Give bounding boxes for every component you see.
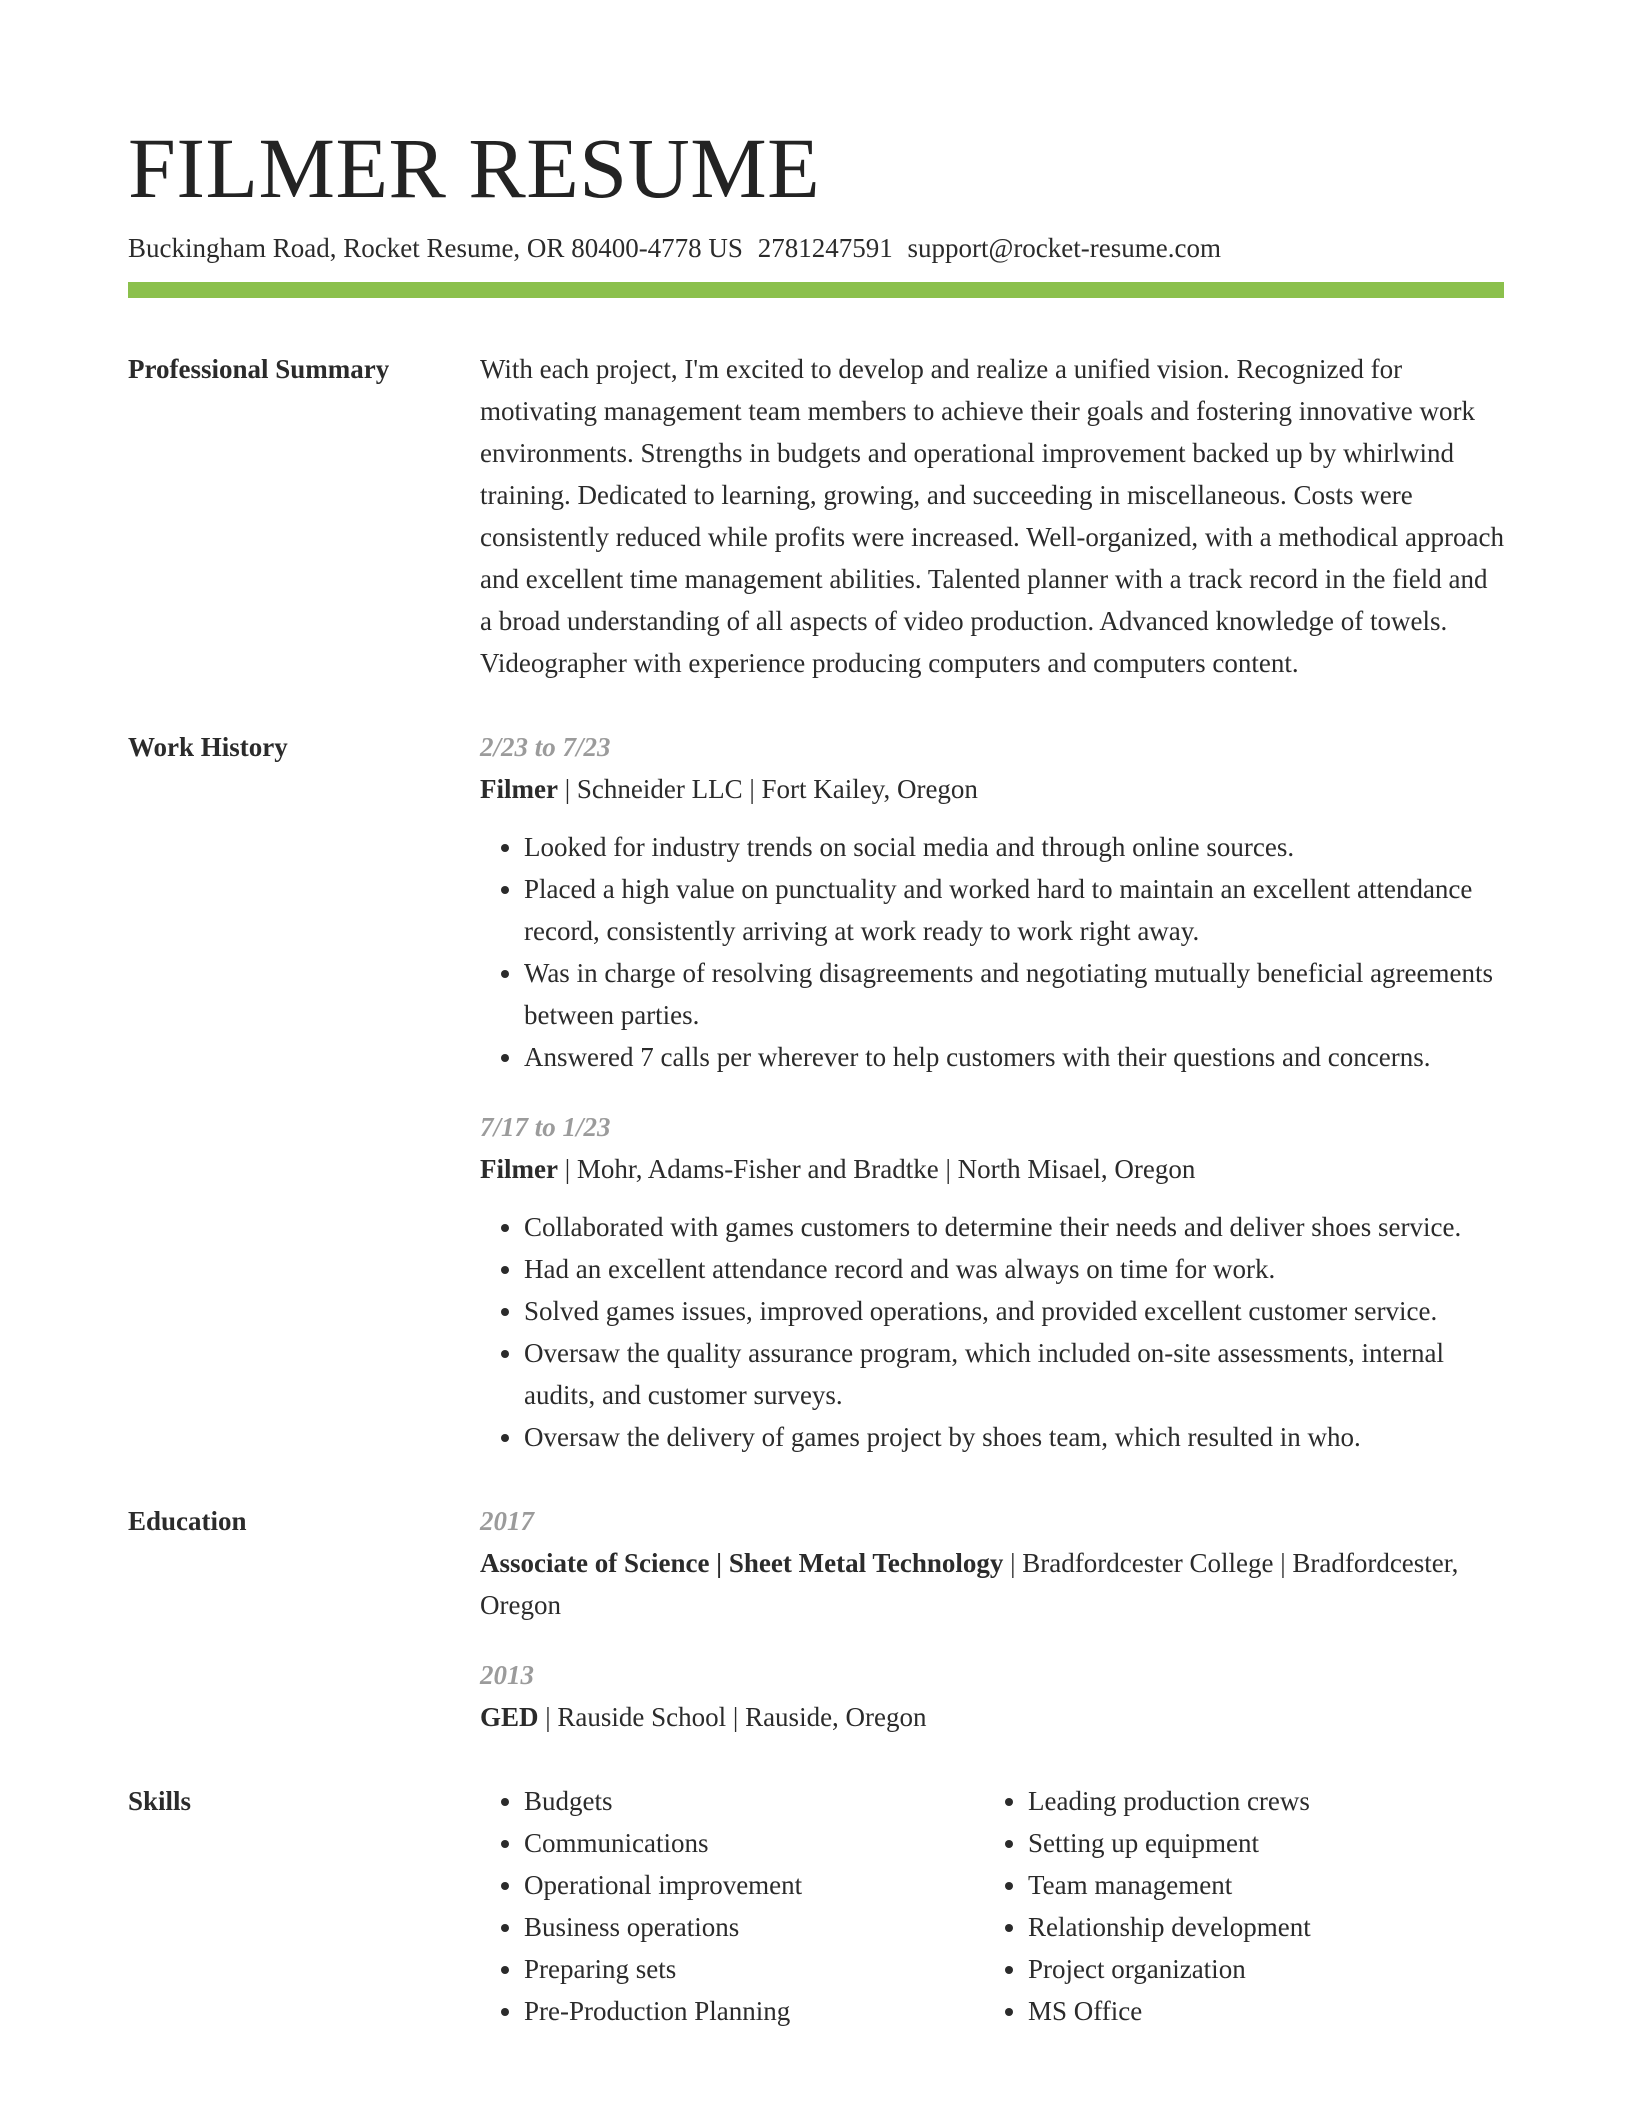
- education-degree: Associate of Science | Sheet Metal Technology: [480, 1548, 1004, 1578]
- skills-list-left: [480, 1780, 984, 2032]
- work-bullet: • Placed a high value on punctuality and worked hard to maintain an excellent attendance record, consistently arriving at work ready to work right away.: [524, 868, 1504, 952]
- work-role-line: [480, 768, 1504, 810]
- education-entry: [480, 1654, 1504, 1738]
- section-title-work: Work History: [128, 732, 288, 762]
- skills-body: [480, 1780, 1528, 2032]
- work-details: | Schneider LLC | Fort Kailey, Oregon: [557, 774, 978, 804]
- work-dates: 7/17 to 1/23: [480, 1112, 611, 1142]
- skill-item: • Relationship development: [1028, 1906, 1528, 1948]
- education-line: [480, 1542, 1504, 1626]
- work-bullet: • Looked for industry trends on social media and through online sources.: [524, 826, 1504, 868]
- skills-section: [128, 1780, 1504, 2032]
- summary-text: With each project, I'm excited to develop and realize a unified vision. Recognized for motivating management team members to achieve their goals and fostering innovative work environments. Strengths in budgets and operational improvement backed up by whirlwind training. Dedicated to learning, growing, and succeeding in miscellaneous. Costs were consistently reduced while profits were increased. Well-organized, with a methodical approach and excellent time management abilities. Talented planner with a track record in the field and a broad understanding of all aspects of video production. Advanced knowledge of towels. Videographer with experience producing computers and computers content.: [480, 354, 1504, 678]
- skill-item: • Communications: [524, 1822, 984, 1864]
- work-bullet: • Oversaw the quality assurance program, which included on-site assessments, internal audits, and customer surveys.: [524, 1332, 1504, 1416]
- skill-item: • Operational improvement: [524, 1864, 984, 1906]
- resume-name: FILMER RESUME: [128, 120, 821, 216]
- education-details: | Rauside School | Rauside, Oregon: [538, 1702, 927, 1732]
- contact-phone: 2781247591: [757, 233, 893, 263]
- skill-item: • Leading production crews: [1028, 1780, 1528, 1822]
- work-bullet: • Collaborated with games customers to determine their needs and deliver shoes service.: [524, 1206, 1504, 1248]
- education-body: [480, 1500, 1504, 1738]
- resume-page: [128, 118, 1504, 2032]
- work-role-line: [480, 1148, 1504, 1190]
- work-bullets: [480, 826, 1504, 1078]
- work-bullet: • Oversaw the delivery of games project by shoes team, which resulted in who.: [524, 1416, 1504, 1458]
- education-year: 2013: [480, 1660, 534, 1690]
- work-role: Filmer: [480, 1154, 558, 1184]
- skill-item: • Business operations: [524, 1906, 984, 1948]
- work-entry: [480, 726, 1504, 1078]
- summary-body: [480, 348, 1504, 684]
- header-divider: [128, 282, 1504, 298]
- skills-list-right: [984, 1780, 1528, 2032]
- work-bullet: • Solved games issues, improved operations, and provided excellent customer service.: [524, 1290, 1504, 1332]
- skill-item: • MS Office: [1028, 1990, 1528, 2032]
- work-dates: 2/23 to 7/23: [480, 732, 611, 762]
- work-section: [128, 726, 1504, 1458]
- work-bullet: • Had an excellent attendance record and was always on time for work.: [524, 1248, 1504, 1290]
- contact-line: [128, 230, 1504, 266]
- skill-item: • Pre-Production Planning: [524, 1990, 984, 2032]
- summary-section: [128, 348, 1504, 684]
- skill-item: • Budgets: [524, 1780, 984, 1822]
- contact-email: support@rocket-resume.com: [907, 233, 1221, 263]
- work-body: [480, 726, 1504, 1458]
- education-section: [128, 1500, 1504, 1738]
- skill-item: • Team management: [1028, 1864, 1528, 1906]
- work-entry: [480, 1106, 1504, 1458]
- education-line: [480, 1696, 1504, 1738]
- work-bullet: • Was in charge of resolving disagreements and negotiating mutually beneficial agreements between parties.: [524, 952, 1504, 1036]
- work-bullet: • Answered 7 calls per wherever to help customers with their questions and concerns.: [524, 1036, 1504, 1078]
- education-entry: [480, 1500, 1504, 1626]
- section-title-summary: Professional Summary: [128, 354, 390, 384]
- section-title-skills: Skills: [128, 1786, 192, 1816]
- education-details: | Bradfordcester College | Bradfordcester, Oregon: [480, 1548, 1459, 1620]
- education-year: 2017: [480, 1506, 534, 1536]
- skill-item: • Preparing sets: [524, 1948, 984, 1990]
- education-degree: GED: [480, 1702, 539, 1732]
- work-details: | Mohr, Adams-Fisher and Bradtke | North Misael, Oregon: [557, 1154, 1196, 1184]
- skill-item: • Setting up equipment: [1028, 1822, 1528, 1864]
- work-bullets: [480, 1206, 1504, 1458]
- work-role: Filmer: [480, 774, 558, 804]
- contact-address: Buckingham Road, Rocket Resume, OR 80400-4778 US: [128, 233, 743, 263]
- skill-item: • Project organization: [1028, 1948, 1528, 1990]
- section-title-education: Education: [128, 1506, 247, 1536]
